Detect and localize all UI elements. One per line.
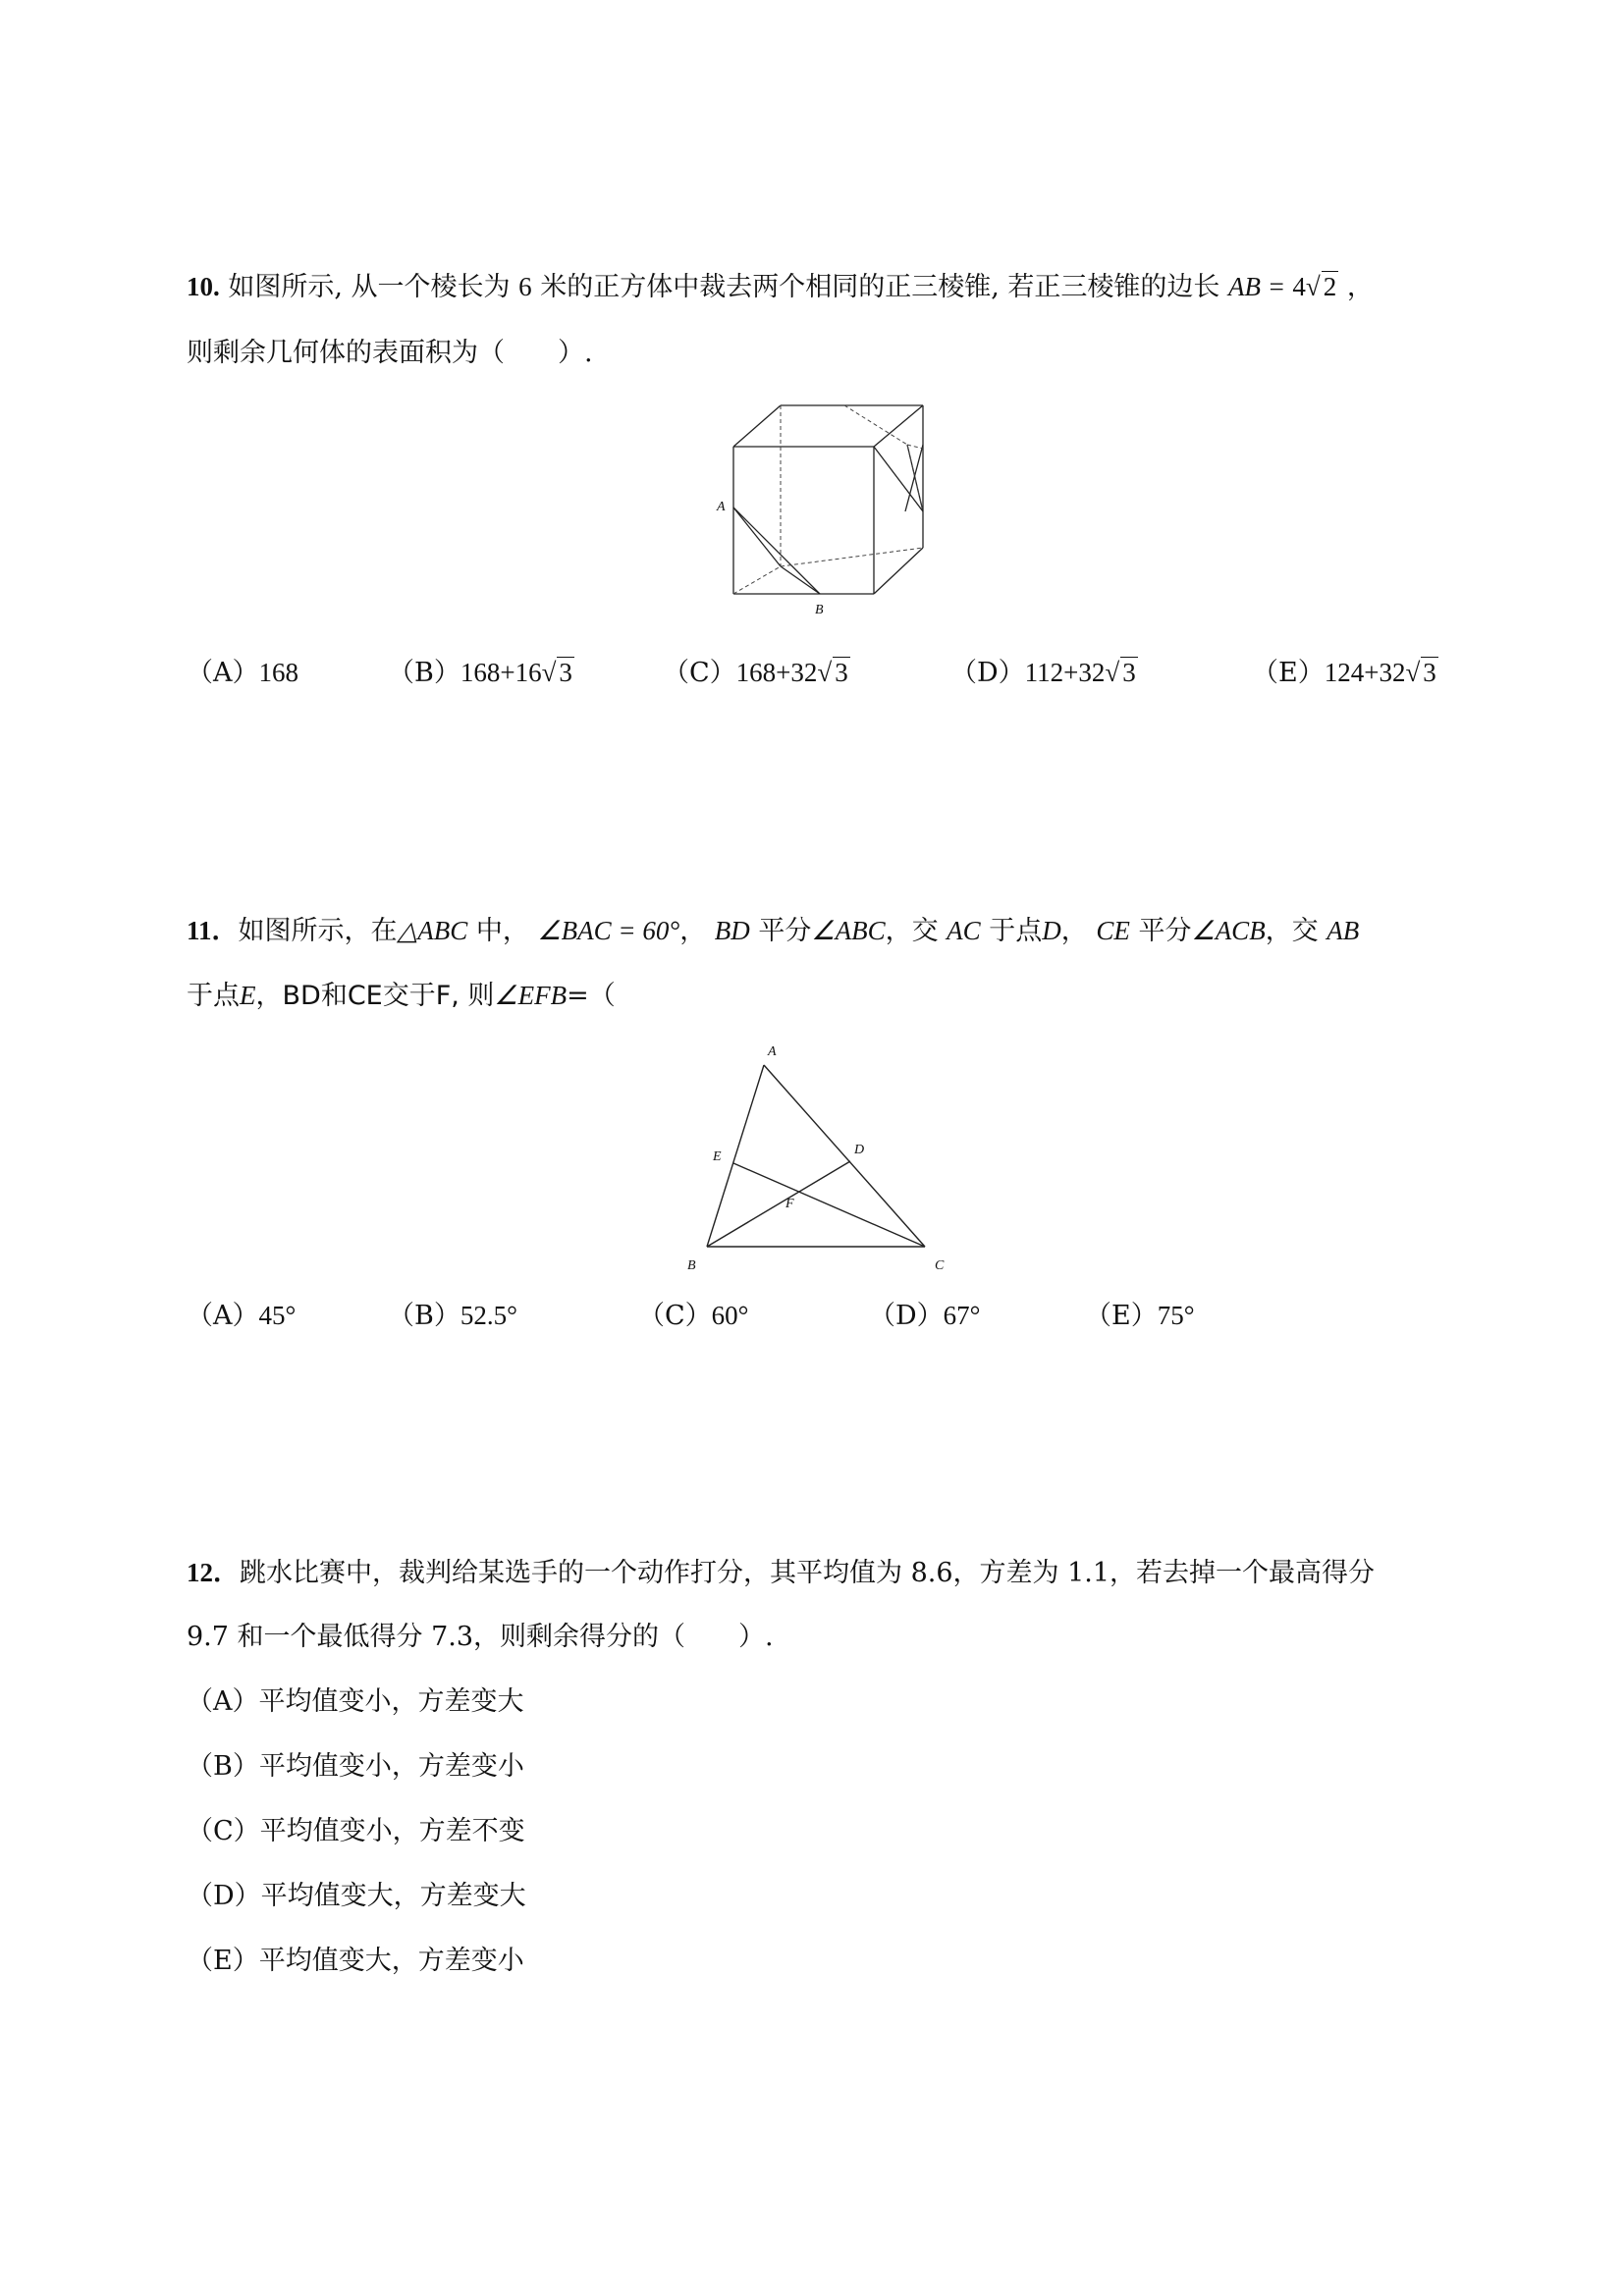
q11-fig-label-a: A	[768, 1044, 777, 1059]
q11-option-d-label: （D）	[869, 1301, 944, 1331]
q12-line2: 9.7 和一个最低得分 7.3，则剩余得分的（ ）.	[187, 1622, 774, 1652]
q10-end: ，	[1346, 272, 1374, 302]
q11-option-c-value: 60°	[711, 1301, 749, 1330]
q11-fig-label-d: D	[854, 1143, 865, 1157]
q11-d: D	[1042, 916, 1061, 945]
q11-angle-bac: ∠BAC = 60°	[537, 916, 680, 945]
q11-p9: ，交	[1265, 916, 1319, 946]
q12-number: 12．	[187, 1558, 240, 1587]
q11-option-b-label: （B）	[388, 1301, 460, 1331]
q11-e: E	[240, 981, 256, 1010]
q11-p6: 于点	[989, 916, 1043, 946]
q12-option-d[interactable]: （D）平均值变大，方差变大	[187, 1881, 526, 1911]
q10-option-e-coef: 32	[1379, 658, 1406, 687]
q10-option-d-sqrt: √ 3	[1105, 658, 1136, 687]
q10-ab-sqrt: √ 2	[1305, 272, 1337, 301]
q11-p5: ，交	[885, 916, 939, 946]
q11-option-a[interactable]	[187, 1296, 296, 1336]
q10-ab-coef: 4	[1292, 272, 1306, 301]
q10-option-e-sqrt: √ 3	[1405, 658, 1436, 687]
q10-option-c-sqrt: √ 3	[817, 658, 848, 687]
q10-cube-figure	[707, 398, 933, 618]
q10-text-a: 如图所示, 从一个棱长为	[228, 272, 511, 302]
q11-option-b[interactable]	[388, 1296, 517, 1336]
q10-line1	[187, 267, 1374, 307]
q10-option-c[interactable]	[663, 653, 850, 693]
q11-option-a-value: 45°	[258, 1301, 297, 1330]
q11-option-a-label: （A）	[187, 1301, 259, 1331]
q10-option-e[interactable]	[1252, 653, 1438, 693]
q11-option-d[interactable]	[869, 1296, 980, 1336]
q12-option-e[interactable]: （E）平均值变大，方差变小	[187, 1946, 524, 1976]
q11-line2	[187, 976, 616, 1016]
q11-option-d-value: 67°	[943, 1301, 981, 1330]
q10-ab: AB	[1227, 272, 1261, 301]
q10-option-b-op: +	[500, 658, 515, 687]
q10-fig-label-a: A	[717, 500, 726, 514]
q10-option-d-coef: 32	[1078, 658, 1106, 687]
q11-option-e[interactable]	[1085, 1296, 1195, 1336]
q10-fig-label-b: B	[815, 603, 824, 617]
q10-option-c-coef: 32	[790, 658, 818, 687]
q10-eq: =	[1269, 272, 1284, 301]
q11-p2: 中，	[475, 916, 529, 946]
q12-option-a[interactable]: （A）平均值变小，方差变大	[187, 1686, 524, 1717]
q10-text-b: 米的正方体中裁去两个相同的正三棱锥, 若正三棱锥的边长	[540, 272, 1220, 302]
q11-angle-abc: ∠ABC	[811, 916, 886, 945]
q10-option-d-op: +	[1063, 658, 1079, 687]
q10-option-b-radicand: 3	[559, 658, 572, 687]
q11-option-c[interactable]	[638, 1296, 748, 1336]
q11-l2b: ，BD和CE交于F, 则	[255, 981, 495, 1011]
q10-line2: 则剩余几何体的表面积为（ ）.	[187, 338, 593, 368]
q10-option-d-label: （D）	[950, 658, 1025, 688]
q10-option-b[interactable]	[388, 653, 574, 693]
q11-fig-label-c: C	[935, 1258, 945, 1273]
q11-l2c: =（	[567, 981, 616, 1011]
q11-fig-label-b: B	[687, 1258, 696, 1273]
q11-p8: 平分	[1138, 916, 1192, 946]
q10-option-a[interactable]	[187, 653, 298, 693]
q10-option-d-base: 112	[1024, 658, 1064, 687]
q10-number: 10.	[187, 272, 220, 301]
q11-ab: AB	[1326, 916, 1360, 945]
q11-triangle-figure	[677, 1036, 972, 1281]
q11-line1	[187, 911, 1359, 951]
q11-l2a: 于点	[187, 981, 240, 1011]
q10-option-b-label: （B）	[388, 658, 460, 688]
q11-option-e-value: 75°	[1157, 1301, 1195, 1330]
q10-option-b-coef: 16	[514, 658, 542, 687]
q10-edge: 6	[518, 272, 532, 301]
q12-option-c[interactable]: （C）平均值变小，方差不变	[187, 1816, 525, 1846]
q10-option-d[interactable]	[950, 653, 1138, 693]
q10-option-a-label: （A）	[187, 658, 259, 688]
q12-text-1: 跳水比赛中，裁判给某选手的一个动作打分，其平均值为 8.6，方差为 1.1，若去掉一个最高得分	[240, 1558, 1376, 1588]
q10-option-c-radicand: 3	[835, 658, 848, 687]
q11-angle-acb: ∠ACB	[1191, 916, 1266, 945]
q11-p7: ，	[1060, 916, 1088, 946]
q11-ac: AC	[947, 916, 981, 945]
q10-option-b-sqrt: √ 3	[541, 658, 572, 687]
q11-option-b-value: 52.5°	[460, 1301, 517, 1330]
q10-option-e-label: （E）	[1252, 658, 1325, 688]
q11-angle-efb: ∠EFB	[494, 981, 568, 1010]
q11-ce: CE	[1096, 916, 1130, 945]
q11-p3: ，	[679, 916, 707, 946]
q11-p4: 平分	[758, 916, 812, 946]
q12-line1	[187, 1553, 1375, 1593]
q11-bd: BD	[714, 916, 750, 945]
q10-option-c-base: 168	[735, 658, 777, 687]
q11-number: 11．	[187, 916, 239, 945]
q11-fig-label-f: F	[785, 1197, 794, 1211]
q12-option-b[interactable]: （B）平均值变小，方差变小	[187, 1751, 524, 1782]
q10-option-b-base: 168	[460, 658, 501, 687]
q11-option-e-label: （E）	[1085, 1301, 1158, 1331]
q11-option-c-label: （C）	[638, 1301, 712, 1331]
q10-option-c-label: （C）	[663, 658, 736, 688]
q11-fig-label-e: E	[713, 1149, 722, 1164]
q11-p1: 如图所示，在	[238, 916, 398, 946]
q10-option-c-op: +	[776, 658, 791, 687]
q10-option-e-radicand: 3	[1423, 658, 1436, 687]
q10-option-e-base: 124	[1324, 658, 1365, 687]
q10-option-a-value: 168	[258, 658, 298, 687]
q11-triangle: △ABC	[397, 916, 468, 945]
q10-option-e-op: +	[1364, 658, 1380, 687]
q10-option-d-radicand: 3	[1122, 658, 1136, 687]
q10-ab-radicand: 2	[1323, 272, 1337, 301]
